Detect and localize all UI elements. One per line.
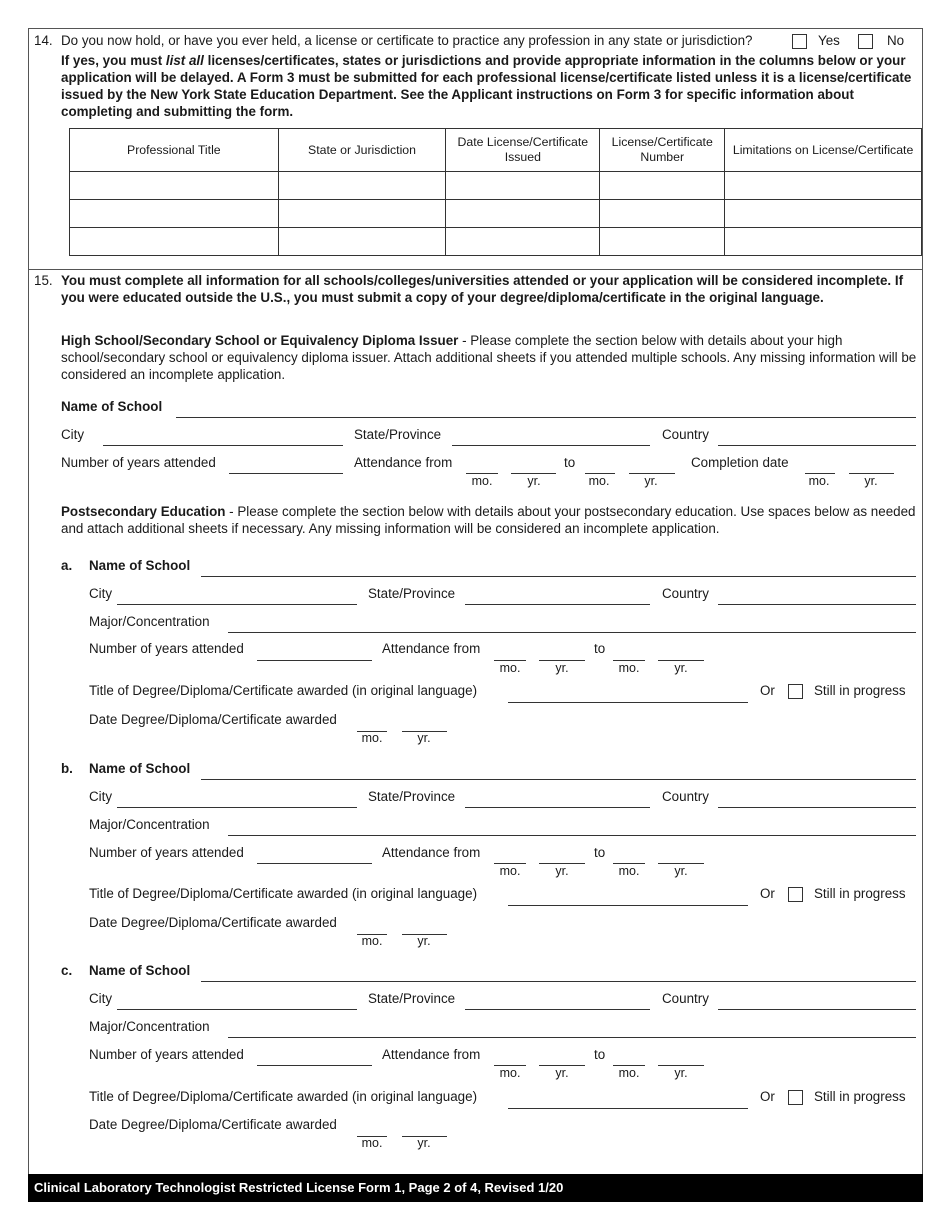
school-b-or-label: Or <box>760 886 775 901</box>
school-b-city-label: City <box>89 789 113 804</box>
school-c-attendance-label: Attendance from <box>382 1047 481 1062</box>
table-row <box>70 172 922 200</box>
col-date-issued: Date License/Certificate Issued <box>446 129 600 172</box>
school-c-state-field[interactable] <box>465 1009 650 1010</box>
col-license-number: License/Certificate Number <box>600 129 725 172</box>
table-cell[interactable] <box>70 200 279 228</box>
school-c-major-field[interactable] <box>228 1037 916 1038</box>
school-b-years-label: Number of years attended <box>89 845 244 860</box>
table-cell[interactable] <box>70 172 279 200</box>
school-c-in-progress-checkbox[interactable] <box>788 1090 803 1105</box>
q14-yes-label: Yes <box>818 33 840 48</box>
table-cell[interactable] <box>278 200 446 228</box>
school-b-name-label: Name of School <box>89 761 191 776</box>
hs-description: High School/Secondary School or Equivalency Diploma Issuer - Please complete the section below with details about your high school/secondary school or equivalency diploma issuer. Attach additional sheets if you attended multiple schools. Any missing information will be considered an incomplete application. <box>61 333 917 382</box>
school-a-in-progress-label: Still in progress <box>814 683 906 698</box>
hs-attendance-label: Attendance from <box>354 455 453 470</box>
school-b-country-label: Country <box>662 789 709 804</box>
school-b-in-progress-checkbox[interactable] <box>788 887 803 902</box>
school-b-to-label: to <box>594 845 606 860</box>
table-cell[interactable] <box>70 228 279 256</box>
school-c-state-label: State/Province <box>368 991 456 1006</box>
table-cell[interactable] <box>600 172 725 200</box>
hs-city-label: City <box>61 427 85 442</box>
q14-question: Do you now hold, or have you ever held, a license or certificate to practice any profession in any state or jurisdiction? <box>61 33 753 48</box>
table-cell[interactable] <box>725 172 922 200</box>
school-a-from-yr-caption: yr. <box>555 661 569 675</box>
hs-to-mo-caption: mo. <box>588 474 610 488</box>
table-cell[interactable] <box>725 200 922 228</box>
school-a-degree-field[interactable] <box>508 702 748 703</box>
hs-name-field[interactable] <box>176 417 916 418</box>
school-a-city-label: City <box>89 586 113 601</box>
school-a-years-label: Number of years attended <box>89 641 244 656</box>
school-c-degree-field[interactable] <box>508 1108 748 1109</box>
school-a-in-progress-checkbox[interactable] <box>788 684 803 699</box>
q14-yes-checkbox[interactable] <box>792 34 807 49</box>
school-b-state-label: State/Province <box>368 789 456 804</box>
hs-completion-yr-caption: yr. <box>864 474 878 488</box>
school-c-to-mo-caption: mo. <box>618 1066 640 1080</box>
col-state-jurisdiction: State or Jurisdiction <box>278 129 446 172</box>
hs-years-field[interactable] <box>229 473 343 474</box>
hs-from-yr-caption: yr. <box>527 474 541 488</box>
hs-name-label: Name of School <box>61 399 163 414</box>
table-cell[interactable] <box>446 172 600 200</box>
school-b-country-field[interactable] <box>718 807 916 808</box>
school-b-state-field[interactable] <box>465 807 650 808</box>
school-a-degree-label: Title of Degree/Diploma/Certificate awarded (in original language) <box>89 683 478 698</box>
school-c-letter: c. <box>61 963 73 978</box>
q15-intro: You must complete all information for all schools/colleges/universities attended or your application will be considered incomplete. If you were educated outside the U.S., you must submit a copy of your degree/diploma/certificate in the original language. <box>61 273 904 305</box>
school-c-in-progress-label: Still in progress <box>814 1089 906 1104</box>
form-footer: Clinical Laboratory Technologist Restricted License Form 1, Page 2 of 4, Revised 1/20 <box>28 1174 923 1202</box>
table-cell[interactable] <box>446 200 600 228</box>
school-a-name-label: Name of School <box>89 558 191 573</box>
hs-from-mo-caption: mo. <box>471 474 493 488</box>
school-b-degree-label: Title of Degree/Diploma/Certificate awarded (in original language) <box>89 886 478 901</box>
table-row <box>70 200 922 228</box>
school-a-attendance-label: Attendance from <box>382 641 481 656</box>
school-a-state-label: State/Province <box>368 586 456 601</box>
school-b-years-field[interactable] <box>257 863 372 864</box>
hs-country-label: Country <box>662 427 709 442</box>
hs-completion-label: Completion date <box>691 455 789 470</box>
school-a-years-field[interactable] <box>257 660 372 661</box>
school-a-country-label: Country <box>662 586 709 601</box>
school-c-or-label: Or <box>760 1089 775 1104</box>
school-a-to-mo-caption: mo. <box>618 661 640 675</box>
q14-instructions: If yes, you must list all licenses/certificates, states or jurisdictions and provide appropriate information in the columns below or your application will be delayed. A Form 3 must be submitted for each professional license/certificate listed unless it is a license/certificate issued by the New York State Education Department. See the Applicant instructions on Form 3 for specific information about completing and submitting the form. <box>61 53 912 119</box>
table-row <box>70 228 922 256</box>
table-cell[interactable] <box>446 228 600 256</box>
school-c-major-label: Major/Concentration <box>89 1019 210 1034</box>
school-c-city-field[interactable] <box>117 1009 357 1010</box>
school-a-date-awarded-label: Date Degree/Diploma/Certificate awarded <box>89 712 337 727</box>
school-c-from-yr-caption: yr. <box>555 1066 569 1080</box>
school-a-country-field[interactable] <box>718 604 916 605</box>
school-a-city-field[interactable] <box>117 604 357 605</box>
school-b-awarded-yr-caption: yr. <box>417 934 431 948</box>
school-b-from-mo-caption: mo. <box>499 864 521 878</box>
school-c-years-field[interactable] <box>257 1065 372 1066</box>
license-table-header <box>70 129 922 172</box>
school-a-awarded-yr-caption: yr. <box>417 731 431 745</box>
school-b-date-awarded-label: Date Degree/Diploma/Certificate awarded <box>89 915 337 930</box>
school-a-to-yr-caption: yr. <box>674 661 688 675</box>
school-a-to-label: to <box>594 641 606 656</box>
school-c-awarded-yr-caption: yr. <box>417 1136 431 1150</box>
school-b-major-label: Major/Concentration <box>89 817 210 832</box>
col-limitations: Limitations on License/Certificate <box>725 129 922 172</box>
school-c-date-awarded-label: Date Degree/Diploma/Certificate awarded <box>89 1117 337 1132</box>
school-b-attendance-label: Attendance from <box>382 845 481 860</box>
hs-completion-mo-caption: mo. <box>808 474 830 488</box>
school-c-to-yr-caption: yr. <box>674 1066 688 1080</box>
school-c-years-label: Number of years attended <box>89 1047 244 1062</box>
school-a-state-field[interactable] <box>465 604 650 605</box>
school-c-from-mo-caption: mo. <box>499 1066 521 1080</box>
license-table <box>69 128 922 256</box>
ps-description: Postsecondary Education - Please complete the section below with details about your postsecondary education. Use spaces below as needed and attach additional sheets if necessary. Any missing information will be considered an incomplete application. <box>61 504 916 536</box>
school-a-name-field[interactable] <box>201 576 916 577</box>
school-a-letter: a. <box>61 558 73 573</box>
school-b-degree-field[interactable] <box>508 905 748 906</box>
school-a-or-label: Or <box>760 683 775 698</box>
school-c-city-label: City <box>89 991 113 1006</box>
school-c-awarded-mo-caption: mo. <box>361 1136 383 1150</box>
hs-to-label: to <box>564 455 576 470</box>
q14-no-label: No <box>887 33 905 48</box>
table-cell[interactable] <box>278 172 446 200</box>
table-cell[interactable] <box>725 228 922 256</box>
school-a-major-field[interactable] <box>228 632 916 633</box>
school-c-country-field[interactable] <box>718 1009 916 1010</box>
hs-state-label: State/Province <box>354 427 442 442</box>
hs-country-field[interactable] <box>718 445 916 446</box>
school-b-awarded-mo-caption: mo. <box>361 934 383 948</box>
school-c-to-label: to <box>594 1047 606 1062</box>
hs-city-field[interactable] <box>103 445 343 446</box>
q15-number: 15. <box>34 273 53 288</box>
table-cell[interactable] <box>278 228 446 256</box>
school-b-in-progress-label: Still in progress <box>814 886 906 901</box>
school-c-degree-label: Title of Degree/Diploma/Certificate awarded (in original language) <box>89 1089 478 1104</box>
table-cell[interactable] <box>600 200 725 228</box>
table-cell[interactable] <box>600 228 725 256</box>
col-professional-title: Professional Title <box>70 129 279 172</box>
hs-state-field[interactable] <box>452 445 650 446</box>
section-divider <box>28 269 923 270</box>
school-b-to-mo-caption: mo. <box>618 864 640 878</box>
school-c-name-label: Name of School <box>89 963 191 978</box>
school-b-city-field[interactable] <box>117 807 357 808</box>
school-a-awarded-mo-caption: mo. <box>361 731 383 745</box>
q14-number: 14. <box>34 33 53 48</box>
school-c-country-label: Country <box>662 991 709 1006</box>
school-b-to-yr-caption: yr. <box>674 864 688 878</box>
school-b-major-field[interactable] <box>228 835 916 836</box>
q14-no-checkbox[interactable] <box>858 34 873 49</box>
school-b-letter: b. <box>61 761 73 776</box>
school-a-major-label: Major/Concentration <box>89 614 210 629</box>
school-b-name-field[interactable] <box>201 779 916 780</box>
school-c-name-field[interactable] <box>201 981 916 982</box>
school-b-from-yr-caption: yr. <box>555 864 569 878</box>
school-a-from-mo-caption: mo. <box>499 661 521 675</box>
hs-to-yr-caption: yr. <box>644 474 658 488</box>
hs-years-label: Number of years attended <box>61 455 216 470</box>
